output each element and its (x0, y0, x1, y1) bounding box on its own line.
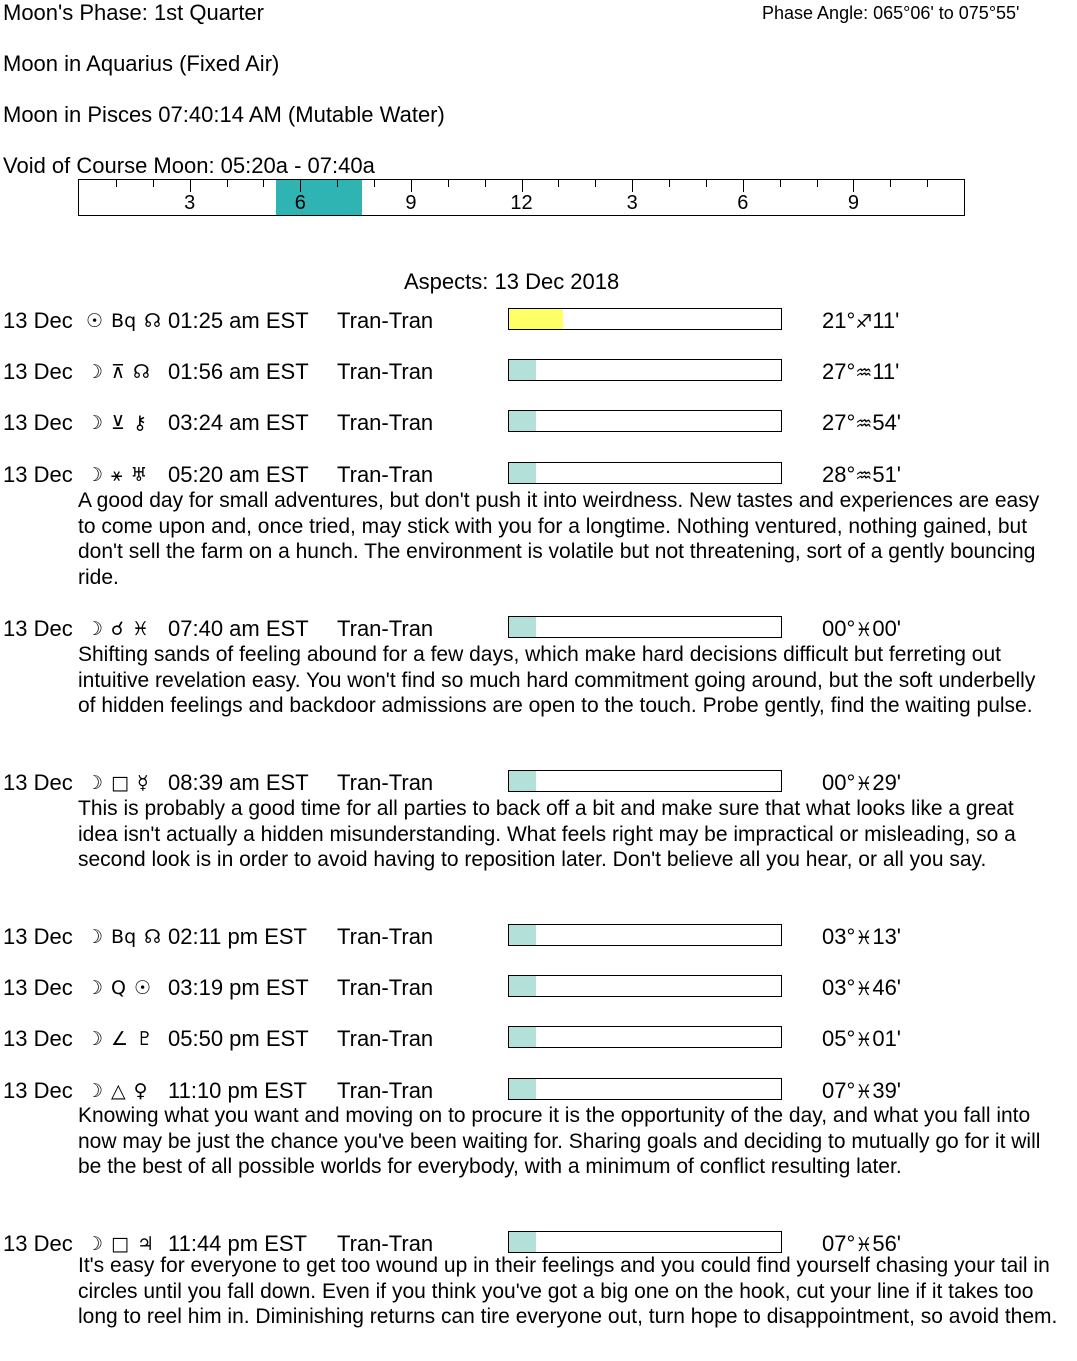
position-degree: 03° (822, 975, 856, 1000)
position-minute: 29' (872, 770, 901, 795)
planet-2-icon: ☊ (144, 310, 162, 332)
aspect-icon: ⚹ (111, 464, 123, 486)
timeline-tick (780, 180, 781, 187)
timeline-tick (632, 180, 633, 192)
position-minute: 11' (872, 359, 900, 384)
zodiac-sign-icon: ♐ (855, 311, 873, 333)
position-minute: 11' (872, 308, 900, 333)
zodiac-sign-icon: ♓ (855, 1234, 873, 1256)
aspect-row (0, 924, 1077, 950)
position-degree: 28° (822, 462, 856, 487)
aspect-glyphs (86, 926, 162, 948)
aspect-row (0, 616, 1077, 642)
aspect-icon: □ (111, 1233, 129, 1255)
aspect-time: 01:56 am EST (168, 359, 309, 384)
position-minute: 56' (872, 1231, 901, 1256)
aspect-time: 02:11 pm EST (168, 924, 307, 949)
strength-bar (508, 924, 782, 946)
position-degree: 07° (822, 1231, 856, 1256)
strength-bar (508, 1231, 782, 1253)
planet-2-icon: ♃ (137, 1233, 155, 1255)
timeline-hour-label: 6 (294, 192, 306, 214)
timeline-hour-label: 12 (510, 192, 533, 214)
timeline-tick (190, 180, 191, 192)
position-minute: 51' (872, 462, 901, 487)
planet-1-icon: ☽ (86, 1233, 104, 1255)
aspect-type: Tran-Tran (337, 462, 434, 487)
position-degree: 27° (822, 359, 856, 384)
aspect-glyphs (86, 977, 162, 999)
timeline-tick (485, 180, 486, 187)
aspect-row (0, 770, 1077, 796)
aspect-type: Tran-Tran (337, 616, 434, 641)
aspect-time: 08:39 am EST (168, 770, 309, 795)
timeline-tick (595, 180, 596, 187)
aspect-description: Knowing what you want and moving on to procure it is the opportunity of the day, and what you fall into now may be just the chance you've been waiting for. Sharing goals and deciding to mutually go for it will be the best of all possible worlds for everybody, with a minimum of conflict resulting later. (78, 1104, 1041, 1179)
aspect-icon: △ (111, 1080, 126, 1102)
strength-fill (509, 309, 563, 329)
aspect-description: A good day for small adventures, but don't push it into weirdness. New tastes and experiences are easy to come upon and, once tried, may stick with you for a longtime. Nothing ventured, nothing gained, but don't sell the farm on a hunch. The environment is volatile but not threatening, sort of a gently bouncing ride. (78, 489, 1040, 589)
aspect-time: 11:10 pm EST (168, 1078, 307, 1103)
timeline-hour-label: 3 (626, 192, 638, 214)
aspect-date: 13 Dec (3, 770, 73, 795)
position-degree: 07° (822, 1078, 856, 1103)
aspect-type: Tran-Tran (337, 359, 434, 384)
position-degree: 00° (822, 770, 856, 795)
aspect-date: 13 Dec (3, 308, 73, 333)
aspect-type: Tran-Tran (337, 1231, 434, 1256)
aspect-position (822, 975, 901, 1002)
timeline-tick (743, 180, 744, 192)
position-minute: 00' (872, 616, 901, 641)
zodiac-sign-icon: ♓ (855, 1029, 873, 1051)
aspect-date: 13 Dec (3, 359, 73, 384)
planet-2-icon: ♇ (136, 1028, 154, 1050)
timeline-tick (116, 180, 117, 187)
aspect-position (822, 1026, 901, 1053)
strength-fill (509, 411, 536, 431)
strength-bar (508, 975, 782, 997)
aspect-time: 03:24 am EST (168, 410, 309, 435)
strength-bar (508, 616, 782, 638)
timeline-tick (558, 180, 559, 187)
position-minute: 54' (872, 410, 901, 435)
timeline-tick (300, 180, 301, 192)
aspect-position (822, 308, 899, 335)
aspect-time: 03:19 pm EST (168, 975, 309, 1000)
strength-bar (508, 1026, 782, 1048)
planet-2-icon: ☊ (144, 926, 162, 948)
timeline-tick (227, 180, 228, 187)
planet-1-icon: ☉ (86, 310, 104, 332)
aspect-type: Tran-Tran (337, 975, 434, 1000)
aspect-glyphs (86, 1233, 162, 1255)
zodiac-sign-icon: ♒ (855, 413, 873, 435)
planet-2-icon: ☿ (137, 772, 149, 794)
aspect-glyphs (86, 1028, 162, 1050)
planet-1-icon: ☽ (86, 926, 104, 948)
zodiac-sign-icon: ♓ (855, 927, 873, 949)
timeline-tick (927, 180, 928, 187)
timeline-hour-label: 9 (847, 192, 859, 214)
planet-2-icon: ⚷ (132, 412, 147, 434)
aspect-icon: ☌ (111, 618, 124, 640)
aspect-type: Tran-Tran (337, 770, 434, 795)
strength-fill (509, 925, 536, 945)
planet-1-icon: ☽ (86, 618, 104, 640)
aspect-position (822, 1078, 901, 1105)
strength-fill (509, 1232, 536, 1252)
planet-1-icon: ☽ (86, 1028, 104, 1050)
aspect-icon: ∠ (111, 1028, 129, 1050)
aspect-date: 13 Dec (3, 975, 73, 1000)
strength-bar (508, 462, 782, 484)
planet-2-icon: ☊ (132, 361, 150, 383)
aspect-type: Tran-Tran (337, 1078, 434, 1103)
strength-bar (508, 770, 782, 792)
planet-1-icon: ☽ (86, 977, 104, 999)
aspect-description: This is probably a good time for all parties to back off a bit and make sure that what looks like a great idea isn't actually a hidden misunderstanding. What feels right may be impractical or misleading, so a second look is in order to avoid having to reposition later. Don't believe all you hear, or all you say. (78, 797, 1016, 872)
timeline-hour-label: 9 (405, 192, 417, 214)
aspect-time: 11:44 pm EST (168, 1231, 307, 1256)
aspect-date: 13 Dec (3, 616, 73, 641)
aspect-position (822, 924, 901, 951)
planet-1-icon: ☽ (86, 772, 104, 794)
aspect-description: Shifting sands of feeling abound for a few days, which make hard decisions difficult but ferreting out intuitive revelation easy. You won't find so much hard commitment going around, but the soft underbelly of hidden feelings and backdoor admissions are open to the touch. Probe gently, find the waiting pulse. (78, 643, 1036, 718)
timeline-tick (817, 180, 818, 187)
planet-2-icon: ♀ (133, 1080, 148, 1102)
aspect-row (0, 359, 1077, 385)
planet-2-icon: ♓ (131, 618, 149, 640)
position-minute: 13' (872, 924, 901, 949)
aspect-glyphs (86, 1080, 162, 1102)
zodiac-sign-icon: ♓ (855, 619, 873, 641)
aspect-date: 13 Dec (3, 462, 73, 487)
aspect-date: 13 Dec (3, 924, 73, 949)
aspect-date: 13 Dec (3, 1231, 73, 1256)
aspect-glyphs (86, 618, 162, 640)
aspect-time: 01:25 am EST (168, 308, 309, 333)
aspect-position (822, 770, 901, 797)
aspect-row (0, 410, 1077, 436)
aspect-icon: Q (111, 977, 127, 999)
position-degree: 05° (822, 1026, 856, 1051)
timeline-tick (448, 180, 449, 187)
aspect-position (822, 616, 901, 643)
zodiac-sign-icon: ♓ (855, 773, 873, 795)
moon-sign-current: Moon in Aquarius (Fixed Air) (3, 51, 280, 76)
timeline-tick (522, 180, 523, 192)
aspect-type: Tran-Tran (337, 1026, 434, 1051)
strength-fill (509, 1079, 536, 1099)
position-degree: 27° (822, 410, 856, 435)
aspect-glyphs (86, 772, 162, 794)
aspect-position (822, 462, 901, 489)
aspect-glyphs (86, 310, 162, 332)
aspect-type: Tran-Tran (337, 924, 434, 949)
void-of-course-timeline (78, 179, 965, 216)
aspect-position (822, 359, 899, 386)
aspect-icon: ⊼ (111, 361, 125, 383)
strength-fill (509, 463, 536, 483)
zodiac-sign-icon: ♓ (855, 1081, 873, 1103)
aspect-description: It's easy for everyone to get too wound up in their feelings and you could find yourself chasing your tail in circles until you fall down. Even if you think you've got a big one on the hook, cut your line if it takes too long to reel him in. Diminishing returns can tire everyone out, turn hope to disappointment, so avoid them. (78, 1254, 1058, 1329)
aspect-row (0, 462, 1077, 488)
planet-1-icon: ☽ (86, 1080, 104, 1102)
planet-2-icon: ♅ (130, 464, 148, 486)
timeline-tick (337, 180, 338, 187)
strength-fill (509, 771, 536, 791)
planet-2-icon: ☉ (134, 977, 152, 999)
timeline-tick (669, 180, 670, 187)
position-minute: 01' (872, 1026, 901, 1051)
position-degree: 03° (822, 924, 856, 949)
strength-bar (508, 359, 782, 381)
position-minute: 39' (872, 1078, 901, 1103)
aspect-row (0, 1078, 1077, 1104)
timeline-tick (706, 180, 707, 187)
aspect-row (0, 308, 1077, 334)
aspect-glyphs (86, 361, 162, 383)
strength-fill (509, 976, 536, 996)
aspect-position (822, 410, 901, 437)
strength-bar (508, 308, 782, 330)
aspect-type: Tran-Tran (337, 308, 434, 333)
strength-fill (509, 1027, 536, 1047)
void-of-course: Void of Course Moon: 05:20a - 07:40a (3, 153, 375, 178)
aspect-time: 07:40 am EST (168, 616, 309, 641)
void-highlight (276, 180, 362, 215)
strength-bar (508, 410, 782, 432)
timeline-tick (411, 180, 412, 192)
position-degree: 21° (822, 308, 856, 333)
aspect-icon: □ (111, 772, 129, 794)
position-degree: 00° (822, 616, 856, 641)
position-minute: 46' (872, 975, 901, 1000)
aspect-icon: ⊻ (111, 412, 125, 434)
aspect-icon: Bq (111, 310, 137, 332)
planet-1-icon: ☽ (86, 361, 104, 383)
zodiac-sign-icon: ♒ (855, 465, 873, 487)
timeline-tick (374, 180, 375, 187)
zodiac-sign-icon: ♓ (855, 978, 873, 1000)
planet-1-icon: ☽ (86, 464, 104, 486)
timeline-tick (890, 180, 891, 187)
strength-bar (508, 1078, 782, 1100)
aspect-time: 05:20 am EST (168, 462, 309, 487)
timeline-tick (263, 180, 264, 187)
aspect-type: Tran-Tran (337, 410, 434, 435)
strength-fill (509, 360, 536, 380)
aspects-title: Aspects: 13 Dec 2018 (404, 269, 620, 294)
aspect-date: 13 Dec (3, 410, 73, 435)
aspect-row (0, 975, 1077, 1001)
aspect-icon: Bq (111, 926, 137, 948)
timeline-hour-label: 3 (184, 192, 196, 214)
timeline-tick (853, 180, 854, 192)
timeline-tick (153, 180, 154, 187)
moon-sign-ingress: Moon in Pisces 07:40:14 AM (Mutable Water) (3, 102, 445, 127)
phase-angle: Phase Angle: 065°06' to 075°55' (762, 3, 1020, 23)
planet-1-icon: ☽ (86, 412, 104, 434)
aspect-glyphs (86, 412, 162, 434)
zodiac-sign-icon: ♒ (855, 362, 873, 384)
timeline-hour-label: 6 (737, 192, 749, 214)
moon-phase: Moon's Phase: 1st Quarter (3, 0, 264, 25)
aspect-glyphs (86, 464, 162, 486)
strength-fill (509, 617, 536, 637)
aspect-date: 13 Dec (3, 1078, 73, 1103)
aspect-date: 13 Dec (3, 1026, 73, 1051)
aspect-row (0, 1026, 1077, 1052)
aspect-time: 05:50 pm EST (168, 1026, 309, 1051)
